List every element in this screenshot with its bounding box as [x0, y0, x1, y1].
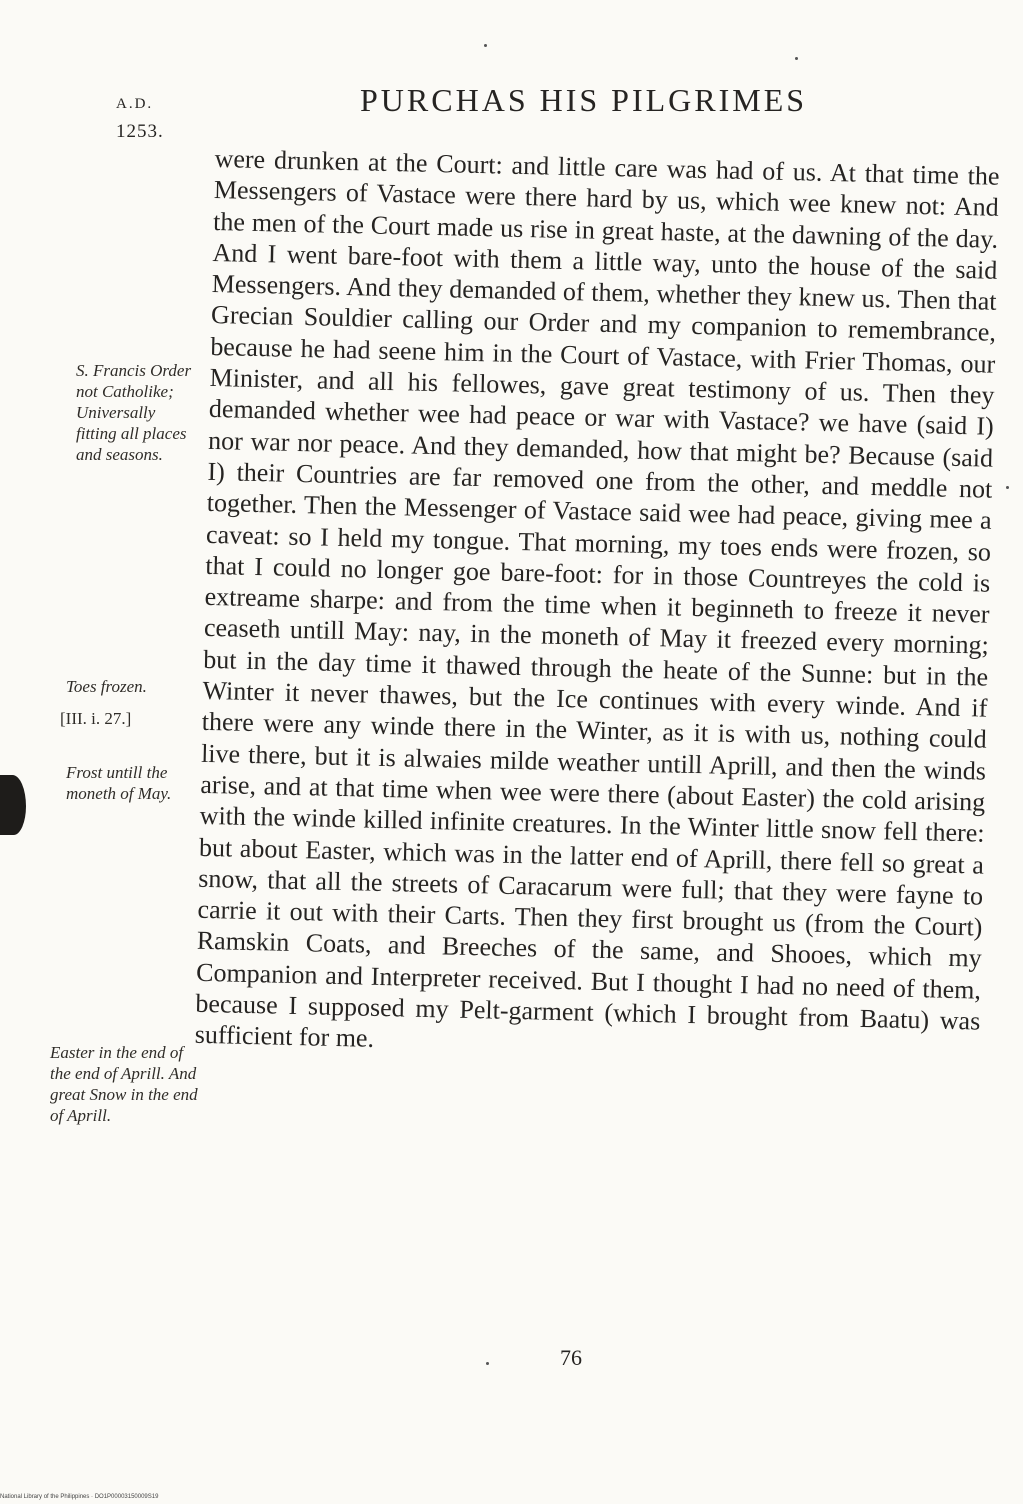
year-margin: [116, 90, 196, 146]
scan-footer: National Library of the Philippines · DO1P00003150009S19: [0, 1494, 159, 1500]
speck: [1006, 486, 1009, 489]
speck: [486, 1362, 489, 1365]
binding-shadow: [0, 775, 26, 835]
running-title: PURCHAS HIS PILGRIMES: [360, 82, 808, 118]
margin-note-order: S. Francis Order not Catholike; Universally fitting all places and seasons.: [76, 361, 192, 464]
body-paragraph: were drunken at the Court: and little care was had of us. At that time the Messengers of Vastace were there hard by us, which wee knew not: And the men of the Court made us rise in great haste, at the dawning of the day. And I went bare-foot with them a little way, unto the house of the said Messengers. And they demanded of them, whether they knew us. Then that Grecian Souldier calling our Order and my companion to remembrance, because he had seene him in the Court of Vastace, with Frier Thomas, our Minister, and all his fellowes, gave great testimony of us. Then they demanded whether wee had peace or war with Vastace? we have (said I) nor war nor peace. And they demanded, how that might be? Because (said I) their Countries are far removed one from the other, and meddle not together. Then the Messenger of Vastace said wee had peace, giving mee a caveat: so I held my tongue. That morning, my toes ends were frozen, so that I could no longer goe bare-foot: for in those Countreyes the cold is extreame sharpe: and from the time when it beginneth to freeze it never ceaseth untill May: nay, in the moneth of May it freezed every morning; but in the day time it thawed through the heate of the Sunne: but in the Winter it never thawes, but the Ice continues with every winde. And if there were any winde there in the Winter, as it is with us, nothing could live there, but it is alwaies milde weather untill Aprill, and then the winds arise, and at that time when wee were there (about Easter) the cold arising with the winde killed infinite creatures. In the Winter little snow fell there: but about Easter, which was in the latter end of Aprill, there fell so great a snow, that all the streets of Caracarum were full; that they were fayne to carrie it out with their Carts. Then they first brought us (from the Court) Ramskin Coats, and Breeches of the same, and Shooes, which my Companion and Interpreter received. But I thought I had no need of them, because I supposed my Pelt-garment (which I brought from Baatu) was sufficient for me.: [194, 143, 1000, 1054]
year-label: 1253.: [116, 121, 164, 142]
margin-note-toes: Toes frozen.: [66, 677, 147, 696]
speck: [795, 57, 798, 60]
ad-label: A.D.: [116, 96, 154, 112]
page-number: 76: [560, 1345, 582, 1370]
margin-note-reference: [III. i. 27.]: [60, 709, 132, 728]
margin-note-frost: Frost untill the moneth of May.: [66, 763, 172, 803]
speck: [484, 44, 487, 47]
margin-note-easter: Easter in the end of the end of Aprill. And great Snow in the end of Aprill.: [50, 1043, 198, 1125]
